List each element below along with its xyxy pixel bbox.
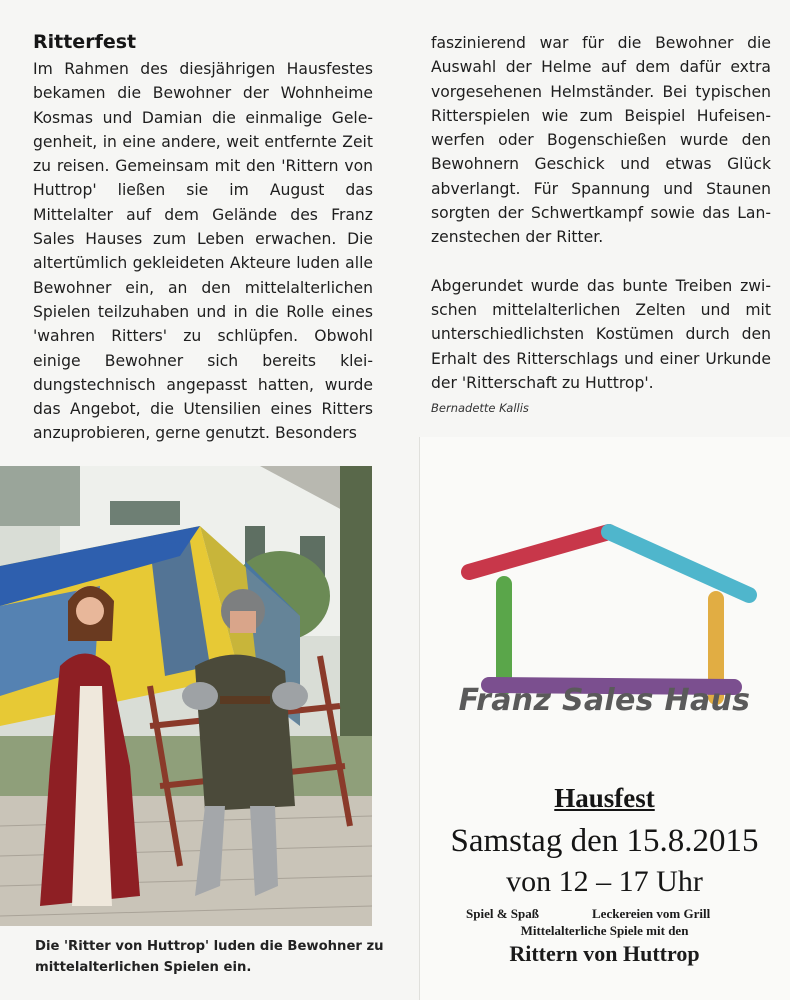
- article-body-right-1: faszinierend war für die Bewohner die Auswahl der Helme auf dem dafür extra vorgesehenen Helmständer. Bei typischen Ritterspielen wie zum Beispiel Hufeisenwerfen oder Bogenschießen wurde den Bewohnern Geschick und etwas Glück abverlangt. Für Spannung und Staunen sorgten der Schwertkampf sowie das Lanzenstechen der Ritter.: [431, 34, 771, 247]
- flyer-item-fun: Spiel & Spaß: [466, 906, 539, 921]
- flyer-date: Samstag den 15.8.2015: [450, 823, 759, 859]
- flyer-line-games: Mittelalterliche Spiele mit den: [520, 923, 689, 938]
- flyer-item-grill: Leckereien vom Grill: [592, 906, 711, 921]
- house-logo: [449, 477, 769, 717]
- article-body-left: Im Rahmen des diesjährigen Hausfestes bekamen die Bewohner der Wohnheime Kosmas und Damian die einmalige Gelegenheit, in eine andere, weit entfernte Zeit zu reisen. Gemeinsam mit den 'Rittern von Huttrop' ließen sie im August das Mittelalter auf dem Gelände des Franz Sales Hauses zum Leben erwachen. Die altertümlich gekleideten Akteure luden alle Bewohner ein, an den mittelalterlichen Spielen teilzuhaben und in die Rolle eines 'wahren Ritters' zu schlüpfen. Obwohl einige Bewohner sich bereits kleidungstechnisch angepasst hatten, wurde das Angebot, die Utensilien eines Ritters anzuprobieren, gerne genutzt. Besonders: [33, 60, 373, 443]
- article-left-column: [33, 30, 373, 446]
- article-right-column: [431, 31, 771, 415]
- photo-caption: Die 'Ritter von Huttrop' luden die Bewohner zu mittelalterlichen Spielen ein.: [35, 939, 384, 975]
- brand-name: Franz Sales Haus: [458, 683, 751, 718]
- flyer-time: von 12 – 17 Uhr: [506, 865, 703, 898]
- hausfest-flyer: [419, 437, 790, 1000]
- flyer-heading: Hausfest: [554, 783, 655, 813]
- roof-right-stroke: [609, 532, 749, 595]
- article-author: Bernadette Kallis: [431, 401, 529, 416]
- article-body-right-2: Abgerundet wurde das bunte Treiben zwischen mittelalterlichen Zelten und mit unterschiedlichsten Kostümen durch den Erhalt des Ritterschlags und einer Urkunde der 'Ritterschaft zu Huttrop'.: [431, 276, 771, 392]
- roof-left-stroke: [469, 532, 609, 572]
- photo-illustration: [0, 466, 372, 926]
- flyer-bottom-line: Rittern von Huttrop: [509, 941, 700, 966]
- knights-photo: [0, 466, 372, 926]
- article-title: Ritterfest: [33, 31, 137, 53]
